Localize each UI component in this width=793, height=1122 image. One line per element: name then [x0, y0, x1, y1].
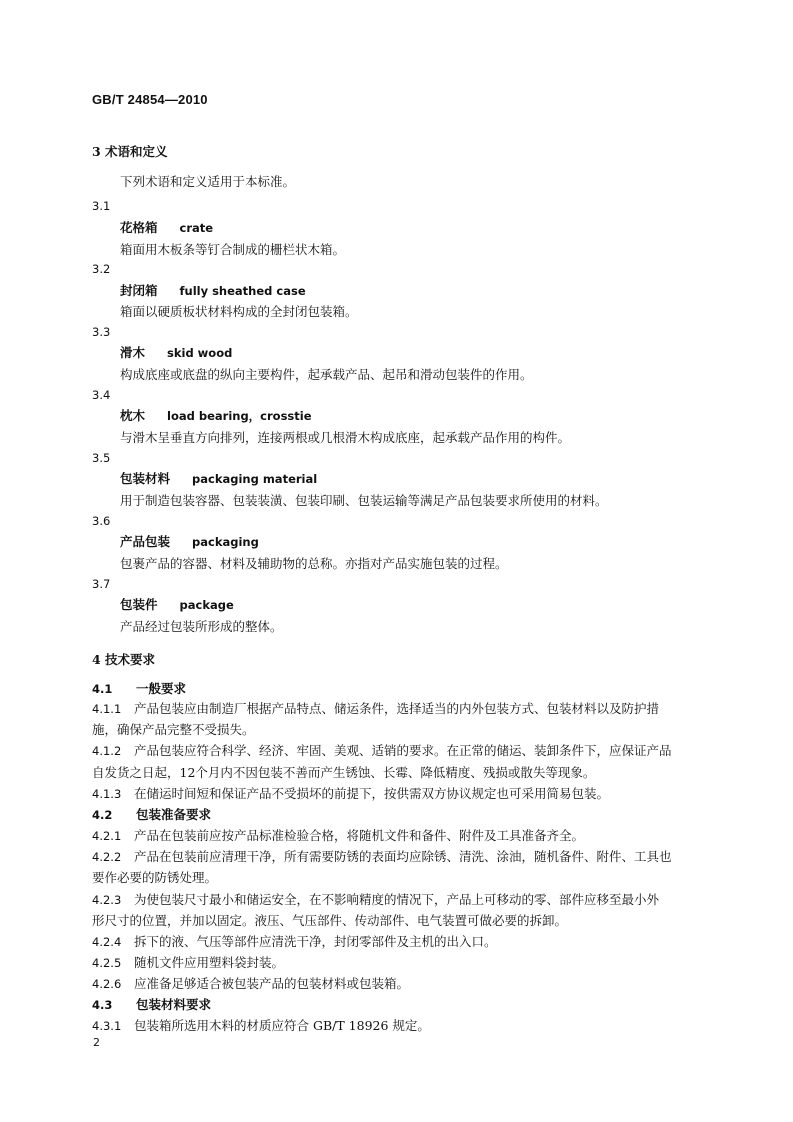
term-definition: 包裹产品的容器、材料及辅助物的总称。亦指对产品实施包装的过程。	[120, 556, 508, 571]
clause	[92, 699, 659, 719]
term-en: packaging	[192, 535, 259, 549]
clause-text: 应准备足够适合被包装产品的包装材料或包装箱。	[134, 976, 410, 991]
term-heading	[120, 532, 259, 552]
term-definition: 构成底座或底盘的纵向主要构件，起承载产品、起吊和滑动包装件的作用。	[120, 367, 533, 382]
clause-number: 4.2.3	[92, 893, 122, 907]
clause-number: 4.1.2	[92, 744, 122, 758]
term-zh: 产品包装	[120, 534, 171, 549]
term-en: crate	[179, 221, 214, 235]
section-4-title: 4 技术要求	[92, 652, 156, 667]
clause-text: 随机文件应用塑料袋封装。	[134, 955, 285, 970]
section-3-title: 3 术语和定义	[92, 144, 168, 159]
clause-number: 4.2.5	[92, 956, 122, 970]
term-number: 3.5	[92, 451, 111, 465]
clause-text-cont: 要作必要的防锈处理。	[92, 870, 218, 885]
term-zh: 包装材料	[120, 471, 171, 486]
subsection-number: 4.1	[92, 682, 113, 696]
clause-text: 产品在包装前应按产品标准检验合格，将随机文件和备件、附件及工具准备齐全。	[134, 828, 585, 843]
term-heading	[120, 595, 234, 615]
term-heading	[120, 281, 306, 301]
term-zh: 包装件	[120, 597, 158, 612]
clause-text: 产品包装应由制造厂根据产品特点、储运条件，选择适当的内外包装方式、包装材料以及防护措	[134, 701, 660, 716]
term-definition: 用于制造包装容器、包装装潢、包装印刷、包装运输等满足产品包装要求所使用的材料。	[120, 493, 608, 508]
clause	[92, 847, 672, 867]
clause-text-cont: 施，确保产品完整不受损失。	[92, 722, 255, 737]
term-definition: 与滑木呈垂直方向排列，连接两根或几根滑木构成底座，起承载产品作用的构件。	[120, 430, 571, 445]
clause	[92, 784, 609, 804]
term-number: 3.3	[92, 325, 111, 339]
clause-number: 4.2.6	[92, 977, 122, 991]
term-zh: 封闭箱	[120, 283, 158, 298]
term-heading	[120, 218, 213, 238]
subsection-title: 包装材料要求	[136, 997, 212, 1012]
clause-text: 产品在包装前应清理干净，所有需要防锈的表面均应除锈、清洗、涂油，随机备件、附件、工具也	[134, 849, 672, 864]
subsection-heading	[92, 679, 186, 699]
page-number: 2	[93, 1036, 100, 1049]
term-definition: 产品经过包装所形成的整体。	[120, 619, 283, 634]
standard-code: GB/T 24854—2010	[92, 92, 208, 107]
clause	[92, 953, 284, 973]
term-heading	[120, 343, 232, 363]
subsection-title: 包装准备要求	[136, 807, 212, 822]
clause-number: 4.1.1	[92, 702, 122, 716]
term-number: 3.4	[92, 388, 111, 402]
term-en: packaging material	[192, 472, 318, 486]
subsection-number: 4.3	[92, 998, 113, 1012]
subsection-heading	[92, 805, 211, 825]
clause-text: 在储运时间短和保证产品不受损坏的前提下，按供需双方协议规定也可采用简易包装。	[134, 786, 610, 801]
clause-text: 拆下的液、气压等部件应清洗干净，封闭零部件及主机的出入口。	[134, 934, 497, 949]
clause-text-cont: 形尺寸的位置，并加以固定。液压、气压部件、传动部件、电气装置可做必要的拆卸。	[92, 913, 568, 928]
term-heading	[120, 406, 312, 426]
term-heading	[120, 469, 317, 489]
term-zh: 花格箱	[120, 220, 158, 235]
subsection-heading	[92, 995, 211, 1015]
clause	[92, 932, 497, 952]
term-definition: 箱面用木板条等钉合制成的栅栏状木箱。	[120, 242, 346, 257]
term-number: 3.6	[92, 514, 111, 528]
clause-number: 4.2.1	[92, 829, 122, 843]
clause	[92, 826, 584, 846]
clause	[92, 890, 659, 910]
clause	[92, 974, 409, 994]
section-3-intro: 下列术语和定义适用于本标准。	[120, 174, 296, 189]
clause	[92, 741, 672, 761]
clause-text: 包装箱所选用木料的材质应符合 GB/T 18926 规定。	[134, 1018, 430, 1033]
subsection-title: 一般要求	[136, 681, 187, 696]
term-en: package	[179, 598, 234, 612]
term-definition: 箱面以硬质板状材料构成的全封闭包装箱。	[120, 304, 358, 319]
clause-number: 4.1.3	[92, 787, 122, 801]
clause-number: 4.2.2	[92, 850, 122, 864]
clause-text: 产品包装应符合科学、经济、牢固、美观、适销的要求。在正常的储运、装卸条件下，应保证产品	[134, 743, 672, 758]
clause-number: 4.3.1	[92, 1019, 122, 1033]
clause-number: 4.2.4	[92, 935, 122, 949]
term-en: skid wood	[167, 346, 233, 360]
subsection-number: 4.2	[92, 808, 113, 822]
clause-text-cont: 自发货之日起，12个月内不因包装不善而产生锈蚀、长霉、降低精度、残损或散失等现象。	[92, 765, 596, 780]
term-en: fully sheathed case	[179, 284, 306, 298]
term-en: load bearing，crosstie	[167, 409, 312, 423]
term-number: 3.7	[92, 577, 111, 591]
term-number: 3.1	[92, 199, 111, 213]
clause	[92, 1016, 430, 1036]
term-zh: 滑木	[120, 345, 146, 360]
term-zh: 枕木	[120, 408, 146, 423]
clause-text: 为使包装尺寸最小和储运安全，在不影响精度的情况下，产品上可移动的零、部件应移至最小外	[134, 892, 660, 907]
term-number: 3.2	[92, 262, 111, 276]
